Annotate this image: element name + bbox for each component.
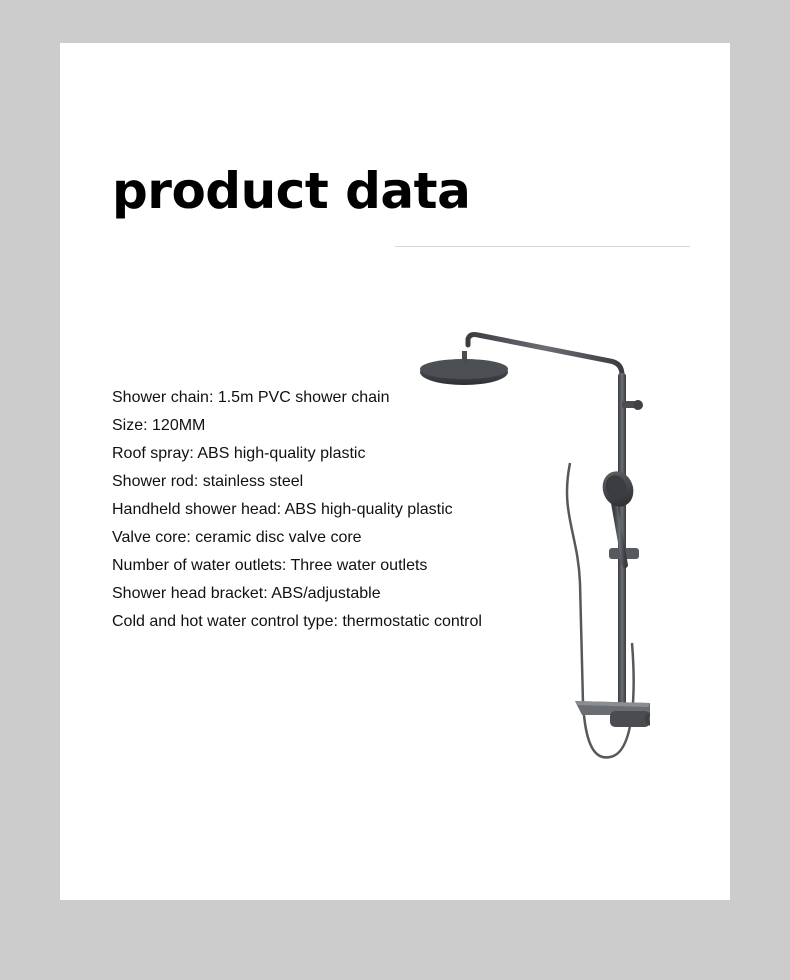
spec-item-roof-spray: Roof spray: ABS high-quality plastic — [112, 445, 366, 462]
title-divider — [395, 246, 690, 247]
page-title: product data — [112, 162, 471, 220]
spec-item-head-bracket: Shower head bracket: ABS/adjustable — [112, 585, 381, 602]
spec-item-shower-chain: Shower chain: 1.5m PVC shower chain — [112, 389, 390, 406]
spec-item-water-outlets: Number of water outlets: Three water outlets — [112, 557, 428, 574]
spec-item-handheld-head: Handheld shower head: ABS high-quality plastic — [112, 501, 453, 518]
spec-item-size: Size: 120MM — [112, 417, 206, 434]
shower-system-image — [410, 283, 650, 783]
thermostatic-mixer — [575, 701, 650, 727]
spec-item-valve-core: Valve core: ceramic disc valve core — [112, 529, 362, 546]
spec-item-shower-rod: Shower rod: stainless steel — [112, 473, 304, 490]
product-data-card — [60, 43, 730, 900]
spec-item-control-type: Cold and hot water control type: thermostatic control — [112, 613, 482, 630]
